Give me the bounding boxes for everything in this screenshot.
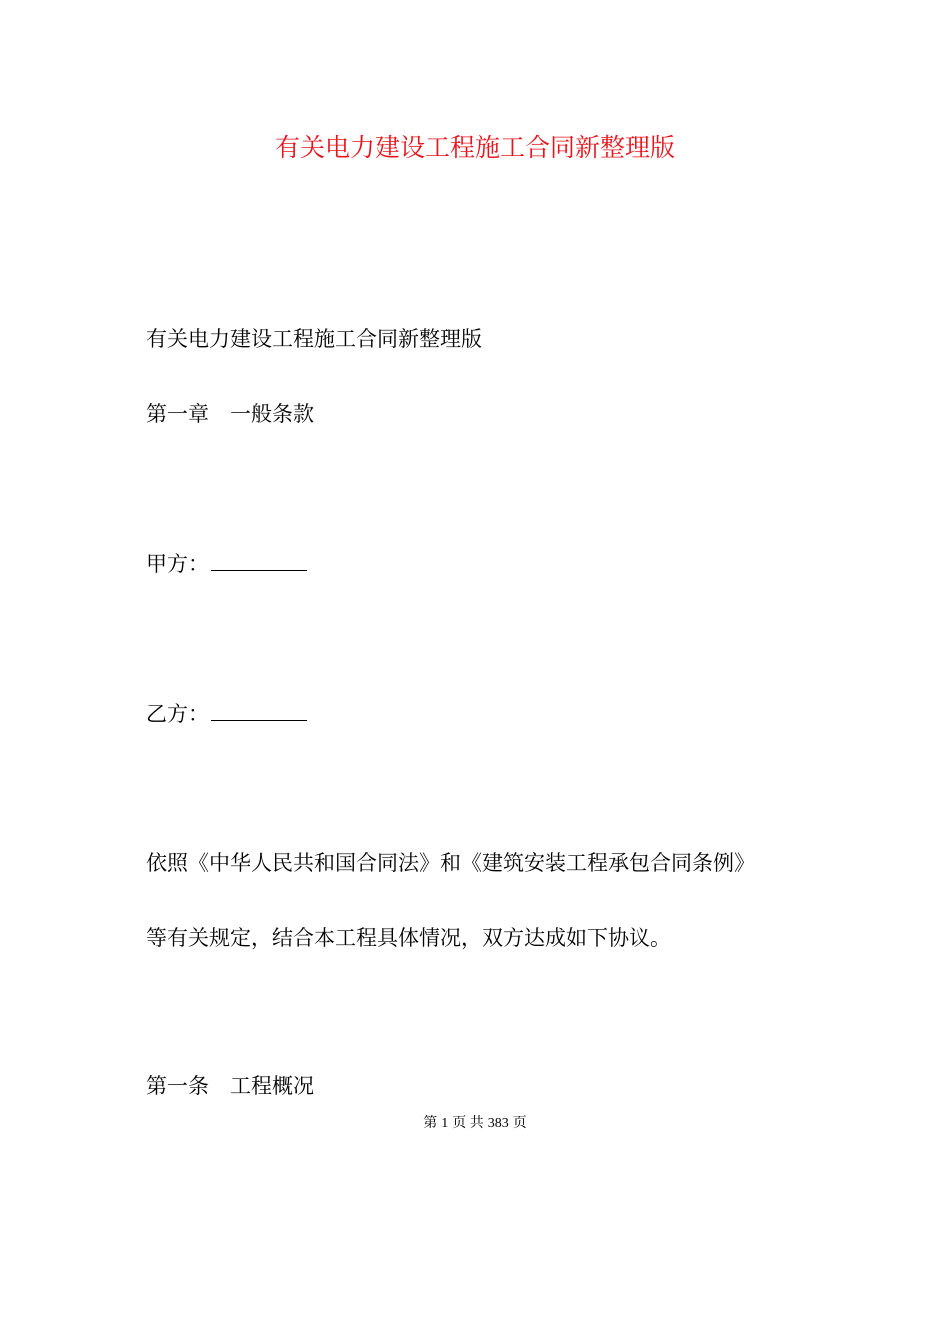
article-heading: 第一条 工程概况 [146, 1074, 314, 1098]
document-title: 有关电力建设工程施工合同新整理版 [274, 133, 675, 162]
footer-prefix: 第 [423, 1116, 438, 1131]
footer-suffix: 页 [512, 1116, 527, 1131]
footer-total-pages: 383 [487, 1116, 509, 1131]
footer-current-page: 1 [441, 1116, 449, 1131]
party-a-blank [211, 548, 307, 571]
document-subtitle: 有关电力建设工程施工合同新整理版 [146, 327, 482, 351]
paragraph-line-1: 依照《中华人民共和国合同法》和《建筑安装工程承包合同条例》 [146, 851, 755, 875]
party-b-field [146, 698, 307, 730]
party-b-blank [211, 698, 307, 721]
party-b-label: 乙方： [146, 702, 209, 726]
paragraph-line-2: 等有关规定，结合本工程具体情况，双方达成如下协议。 [146, 926, 671, 950]
party-a-field [146, 548, 307, 580]
chapter-heading: 第一章 一般条款 [146, 402, 314, 426]
party-a-label: 甲方： [146, 552, 209, 576]
footer-middle: 页 共 [452, 1116, 484, 1131]
page-footer [0, 1114, 950, 1134]
